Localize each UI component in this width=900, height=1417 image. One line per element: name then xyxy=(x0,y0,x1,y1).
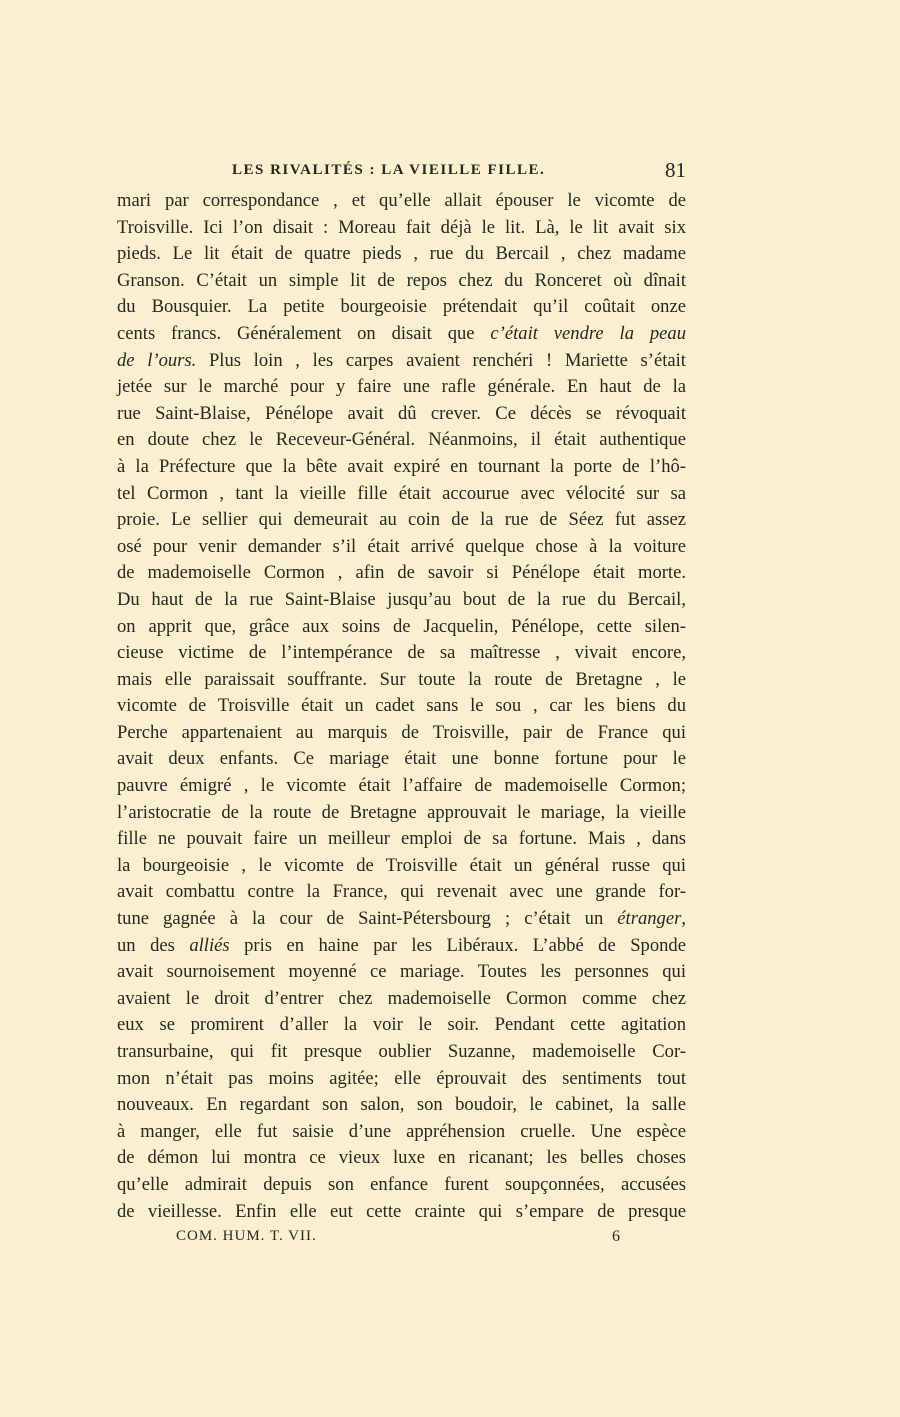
text-line xyxy=(117,587,686,614)
text-line xyxy=(117,215,686,242)
text-line xyxy=(117,1092,686,1119)
text-line xyxy=(117,1172,686,1199)
text-line xyxy=(117,1012,686,1039)
italic-text: de l’ours. xyxy=(117,349,197,371)
text-segment: à manger, elle fut saisie d’une appréhension cruelle. Une espèce xyxy=(117,1120,686,1142)
text-line xyxy=(117,959,686,986)
text-line xyxy=(117,879,686,906)
text-segment: cents francs. Généralement on disait que xyxy=(117,322,491,344)
text-segment: mari par correspondance , et qu’elle allait épouser le vicomte de xyxy=(117,190,686,211)
text-line xyxy=(117,507,686,534)
text-line xyxy=(117,454,686,481)
italic-text: alliés xyxy=(189,934,230,956)
text-segment: cieuse victime de l’intempérance de sa maîtresse , vivait encore, xyxy=(117,642,686,664)
page-number: 81 xyxy=(665,158,686,182)
text-line xyxy=(117,720,686,747)
text-segment: rue Saint-Blaise, Pénélope avait dû crever. Ce décès se révoquait xyxy=(117,402,686,424)
running-header xyxy=(232,158,686,184)
text-segment: avaient le droit d’entrer chez mademoiselle Cormon comme chez xyxy=(117,987,686,1009)
text-segment: on apprit que, grâce aux soins de Jacquelin, Pénélope, cette silen- xyxy=(117,615,686,637)
text-segment: osé pour venir demander s’il était arrivé quelque chose à la voiture xyxy=(117,535,686,557)
text-line xyxy=(117,481,686,508)
text-segment: qu’elle admirait depuis son enfance furent soupçonnées, accusées xyxy=(117,1173,686,1195)
text-line xyxy=(117,773,686,800)
text-line xyxy=(117,693,686,720)
text-segment: tune gagnée à la cour de Saint-Pétersbourg ; c’était un xyxy=(117,908,618,930)
text-segment: pieds. Le lit était de quatre pieds , rue du Bercail , chez madame xyxy=(117,243,686,265)
text-segment: fille ne pouvait faire un meilleur emploi de sa fortune. Mais , dans xyxy=(117,828,686,850)
text-segment: nouveaux. En regardant son salon, son boudoir, le cabinet, la salle xyxy=(117,1094,686,1116)
text-segment: mais elle paraissait souffrante. Sur toute la route de Bretagne , le xyxy=(117,668,686,690)
text-segment: un des xyxy=(117,934,190,956)
text-segment: jetée sur le marché pour y faire une rafle générale. En haut de la xyxy=(117,376,686,398)
text-segment: avait combattu contre la France, qui revenait avec une grande for- xyxy=(117,881,686,903)
text-line xyxy=(117,534,686,561)
text-line xyxy=(117,906,686,933)
text-segment: en doute chez le Receveur-Général. Néanmoins, il était authentique xyxy=(117,429,686,451)
signature-mark: COM. HUM. T. VII. xyxy=(176,1228,317,1244)
text-line xyxy=(117,348,686,375)
text-segment: Troisville. Ici l’on disait : Moreau fait déjà le lit. Là, le lit avait six xyxy=(117,216,686,238)
text-segment: Granson. C’était un simple lit de repos chez du Ronceret où dînait xyxy=(117,269,686,291)
text-line xyxy=(117,321,686,348)
sheet-number: 6 xyxy=(612,1228,620,1245)
text-segment: l’aristocratie de la route de Bretagne approuvait le mariage, la vieille xyxy=(117,801,686,823)
text-line xyxy=(117,188,686,215)
text-line xyxy=(117,560,686,587)
text-line xyxy=(117,614,686,641)
text-line xyxy=(117,986,686,1013)
text-segment: eux se promirent d’aller la voir le soir. Pendant cette agitation xyxy=(117,1014,686,1036)
text-segment: avait deux enfants. Ce mariage était une bonne fortune pour le xyxy=(117,748,686,770)
body-text xyxy=(117,188,686,1225)
text-line xyxy=(117,800,686,827)
text-line xyxy=(117,374,686,401)
text-segment: , xyxy=(681,908,686,930)
text-segment: du Bousquier. La petite bourgeoisie prétendait qu’il coûtait onze xyxy=(117,296,686,318)
text-line xyxy=(117,294,686,321)
text-segment: mon n’était pas moins agitée; elle éprouvait des sentiments tout xyxy=(117,1067,686,1089)
text-segment: Plus loin , les carpes avaient renchéri ! Mariette s’était xyxy=(196,349,686,371)
text-segment: Du haut de la rue Saint-Blaise jusqu’au bout de la rue du Bercail, xyxy=(117,588,686,610)
text-line xyxy=(117,667,686,694)
text-line xyxy=(117,1039,686,1066)
text-line xyxy=(117,1066,686,1093)
italic-text: étranger xyxy=(617,908,682,930)
italic-text: c’était vendre la peau xyxy=(490,322,686,344)
text-segment: vicomte de Troisville était un cadet sans le sou , car les biens du xyxy=(117,695,686,717)
text-line xyxy=(117,1145,686,1172)
text-line xyxy=(117,1119,686,1146)
text-line xyxy=(117,427,686,454)
text-line xyxy=(117,401,686,428)
text-line xyxy=(117,1199,686,1226)
text-line xyxy=(117,268,686,295)
text-segment: tel Cormon , tant la vieille fille était accourue avec vélocité sur sa xyxy=(117,482,686,504)
page-footer xyxy=(176,1228,620,1250)
text-segment: à la Préfecture que la bête avait expiré en tournant la porte de l’hô- xyxy=(117,455,686,477)
text-line xyxy=(117,933,686,960)
text-segment: pris en haine par les Libéraux. L’abbé de Sponde xyxy=(229,934,686,956)
text-segment: de vieillesse. Enfin elle eut cette crainte qui s’empare de presque xyxy=(117,1200,686,1222)
text-segment: pauvre émigré , le vicomte était l’affaire de mademoiselle Cormon; xyxy=(117,775,686,797)
text-segment: proie. Le sellier qui demeurait au coin de la rue de Séez fut assez xyxy=(117,509,686,531)
text-segment: de mademoiselle Cormon , afin de savoir si Pénélope était morte. xyxy=(117,562,686,584)
text-line xyxy=(117,853,686,880)
text-line xyxy=(117,826,686,853)
text-line xyxy=(117,640,686,667)
running-title: LES RIVALITÉS : LA VIEILLE FILLE. xyxy=(232,162,546,178)
text-segment: transurbaine, qui fit presque oublier Suzanne, mademoiselle Cor- xyxy=(117,1041,686,1062)
text-segment: Perche appartenaient au marquis de Troisville, pair de France qui xyxy=(117,721,686,743)
text-line xyxy=(117,746,686,773)
text-line xyxy=(117,241,686,268)
text-segment: la bourgeoisie , le vicomte de Troisville était un général russe qui xyxy=(117,854,686,876)
text-segment: de démon lui montra ce vieux luxe en ricanant; les belles choses xyxy=(117,1147,686,1169)
text-segment: avait sournoisement moyenné ce mariage. Toutes les personnes qui xyxy=(117,961,686,983)
